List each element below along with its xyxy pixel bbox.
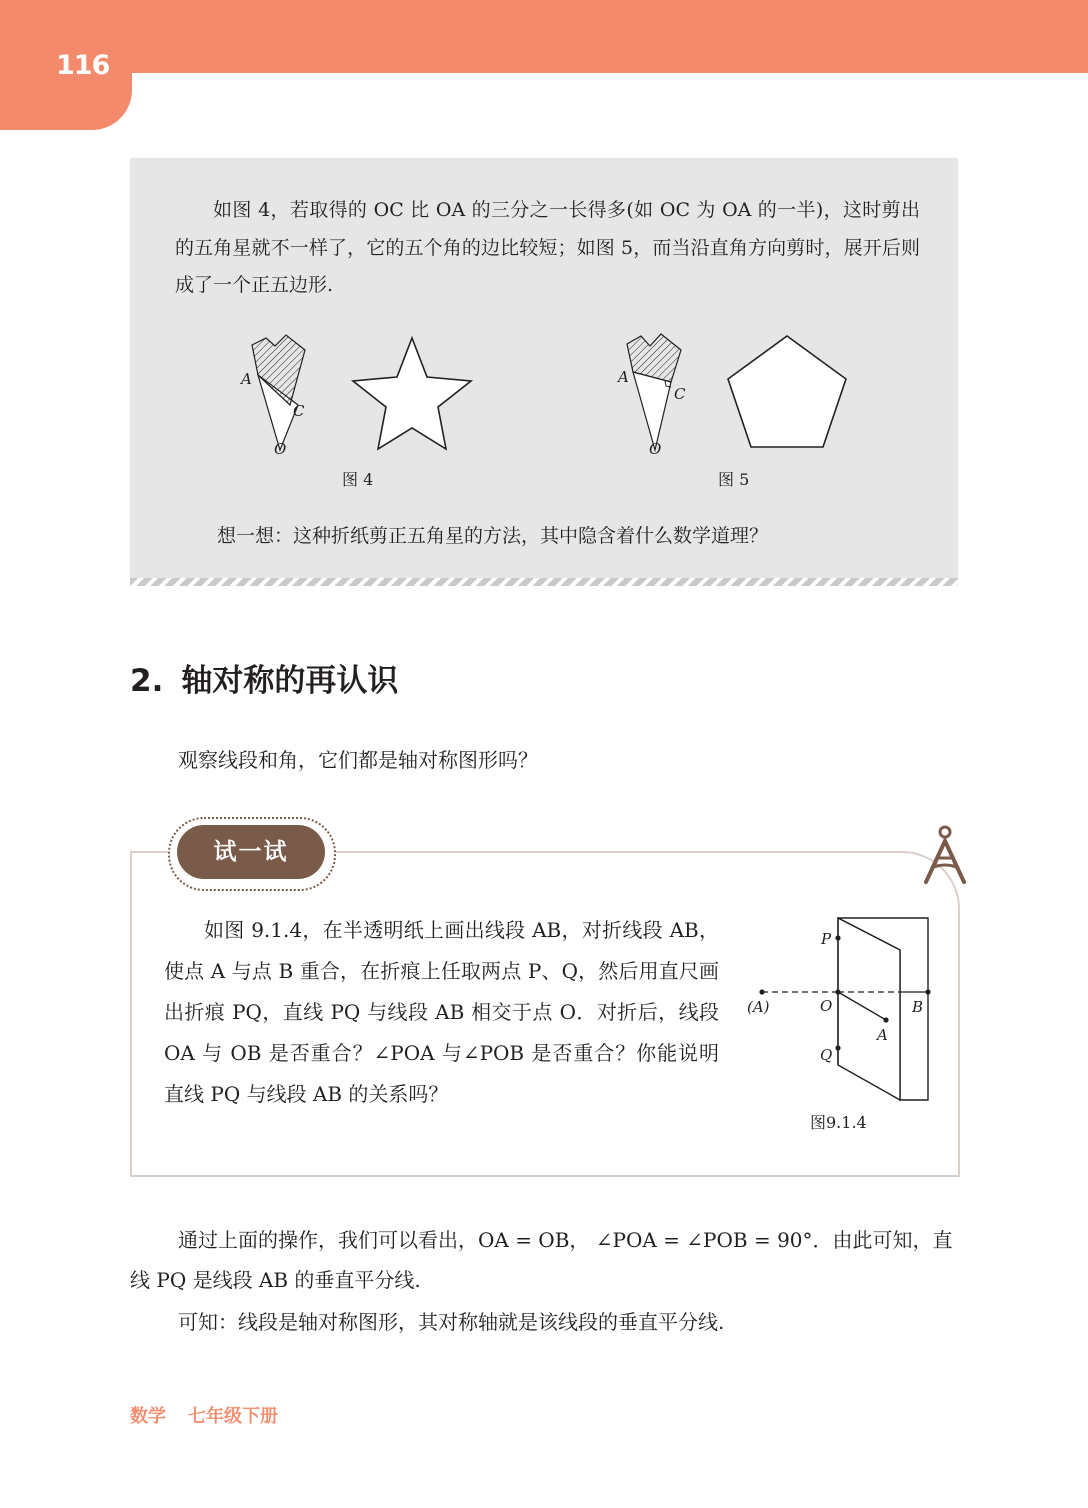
try-it-tab: 试一试 — [177, 825, 325, 879]
section-heading — [130, 655, 398, 700]
label-c: C — [293, 402, 305, 420]
figure-5-folded-paper — [613, 330, 693, 460]
intro-question: 观察线段和角，它们都是轴对称图形吗？ — [178, 748, 538, 772]
reading-paragraph: 如图 4，若取得的 OC 比 OA 的三分之一长得多(如 OC 为 OA 的一半)，这时剪出的五角星就不一样了，它的五个角的边比较短；如图 5，而当沿直角方向剪时，展开后则成了一个正五边形. — [175, 199, 920, 296]
footer-subject: 数学 — [130, 1406, 166, 1427]
section-number: 2. — [130, 663, 164, 699]
label-b: B — [912, 998, 924, 1016]
label-o: O — [820, 997, 833, 1015]
think-prompt: 想一想：这种折纸剪正五角星的方法，其中隐含着什么数学道理？ — [217, 525, 769, 547]
conclusion-paragraph: 通过上面的操作，我们可以看出，OA = OB， ∠POA = ∠POB = 90°．由此可知，直线 PQ 是线段 AB 的垂直平分线. — [130, 1228, 953, 1292]
label-a: A — [618, 368, 629, 386]
figure-4-star — [350, 335, 474, 453]
reading-box-stripe — [130, 578, 958, 586]
compass-icon — [920, 822, 970, 890]
label-a-paren: (A) — [747, 998, 770, 1016]
header-band — [0, 0, 1088, 73]
label-q: Q — [820, 1046, 833, 1064]
section-title: 轴对称的再认识 — [181, 663, 399, 699]
label-o: O — [274, 440, 287, 458]
figure-4-folded-paper — [238, 330, 318, 460]
footer — [130, 1402, 278, 1428]
label-a: A — [877, 1026, 888, 1044]
figure-9-1-4 — [740, 910, 940, 1114]
figure-4-caption: 图 4 — [342, 470, 374, 489]
label-c: C — [674, 385, 686, 403]
figure-9-1-4-caption: 图9.1.4 — [810, 1113, 867, 1132]
try-it-paragraph: 如图 9.1.4，在半透明纸上画出线段 AB，对折线段 AB，使点 A 与点 B 重合，在折痕上任取两点 P、Q，然后用直尺画出折痕 PQ，直线 PQ 与线段 AB 相交于点 O．对折后，线段 OA 与 OB 是否重合？∠POA 与∠POB 是否重合？你能说明直线 PQ 与线段 AB 的关系吗？ — [164, 918, 719, 1106]
conclusion-statement: 可知：线段是轴对称图形，其对称轴就是该线段的垂直平分线. — [178, 1310, 725, 1334]
page-number: 116 — [56, 50, 110, 81]
figure-5-pentagon — [724, 333, 850, 451]
label-p: P — [821, 930, 832, 948]
label-a: A — [241, 370, 252, 388]
figure-5-caption: 图 5 — [718, 470, 750, 489]
label-o: O — [649, 440, 662, 458]
footer-grade: 七年级下册 — [188, 1406, 278, 1427]
